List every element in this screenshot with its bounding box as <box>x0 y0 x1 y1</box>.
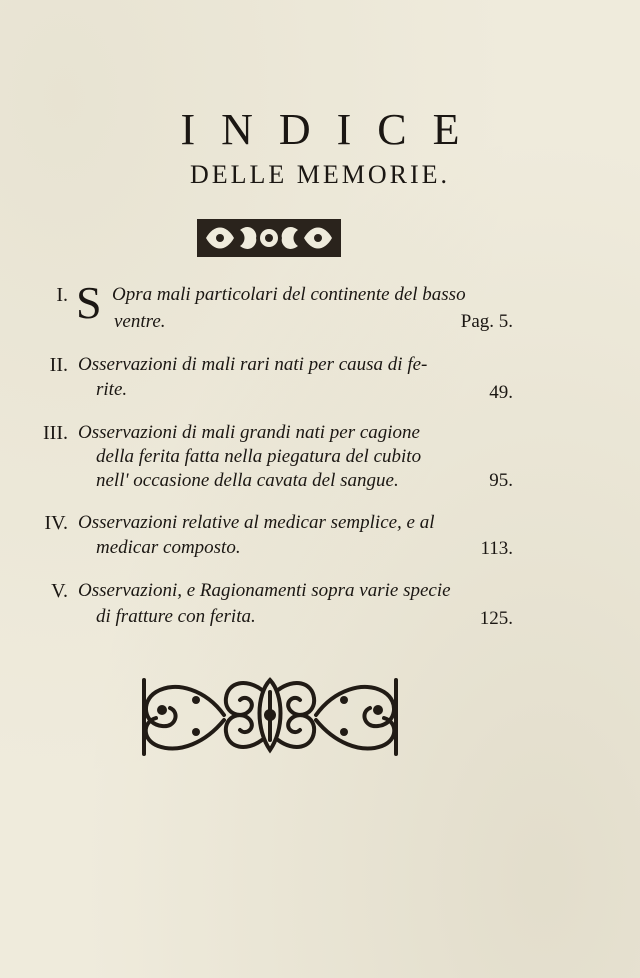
page-subtitle: DELLE MEMORIE. <box>189 160 451 189</box>
headpiece-ornament-icon <box>196 218 342 258</box>
page-title: INDICE <box>180 105 486 154</box>
entry-number: I. <box>56 284 68 306</box>
entry-line: ventre. <box>114 311 166 332</box>
entry-page: Pag. 5. <box>460 311 513 332</box>
entry-line: rite. <box>96 379 128 400</box>
entry-page: 113. <box>480 538 513 559</box>
entry-number: II. <box>49 354 68 376</box>
entry-number: IV. <box>44 512 68 534</box>
entry-number: V. <box>51 580 68 602</box>
entry-line: Osservazioni di mali rari nati per causa di fe- <box>78 354 428 375</box>
entry-line: Opra mali particolari del continente del basso <box>112 284 466 305</box>
entry-line: della ferita fatta nella piegatura del cubito <box>96 446 422 467</box>
entry-page: 49. <box>489 382 513 403</box>
entry-line: Osservazioni, e Ragionamenti sopra varie specie <box>78 580 451 601</box>
entry-line: di fratture con ferita. <box>96 606 256 627</box>
entry-line: nell' occasione della cavata del sangue. <box>96 470 399 491</box>
entry-line: medicar composto. <box>96 537 241 558</box>
entry-line: Osservazioni di mali grandi nati per cagione <box>78 422 420 443</box>
tailpiece-ornament-icon <box>136 670 404 760</box>
entry-page: 95. <box>489 470 513 491</box>
entry-page: 125. <box>479 608 513 629</box>
drop-cap: S <box>76 277 102 328</box>
entry-number: III. <box>43 422 68 444</box>
entry-line: Osservazioni relative al medicar semplice, e al <box>78 512 435 533</box>
